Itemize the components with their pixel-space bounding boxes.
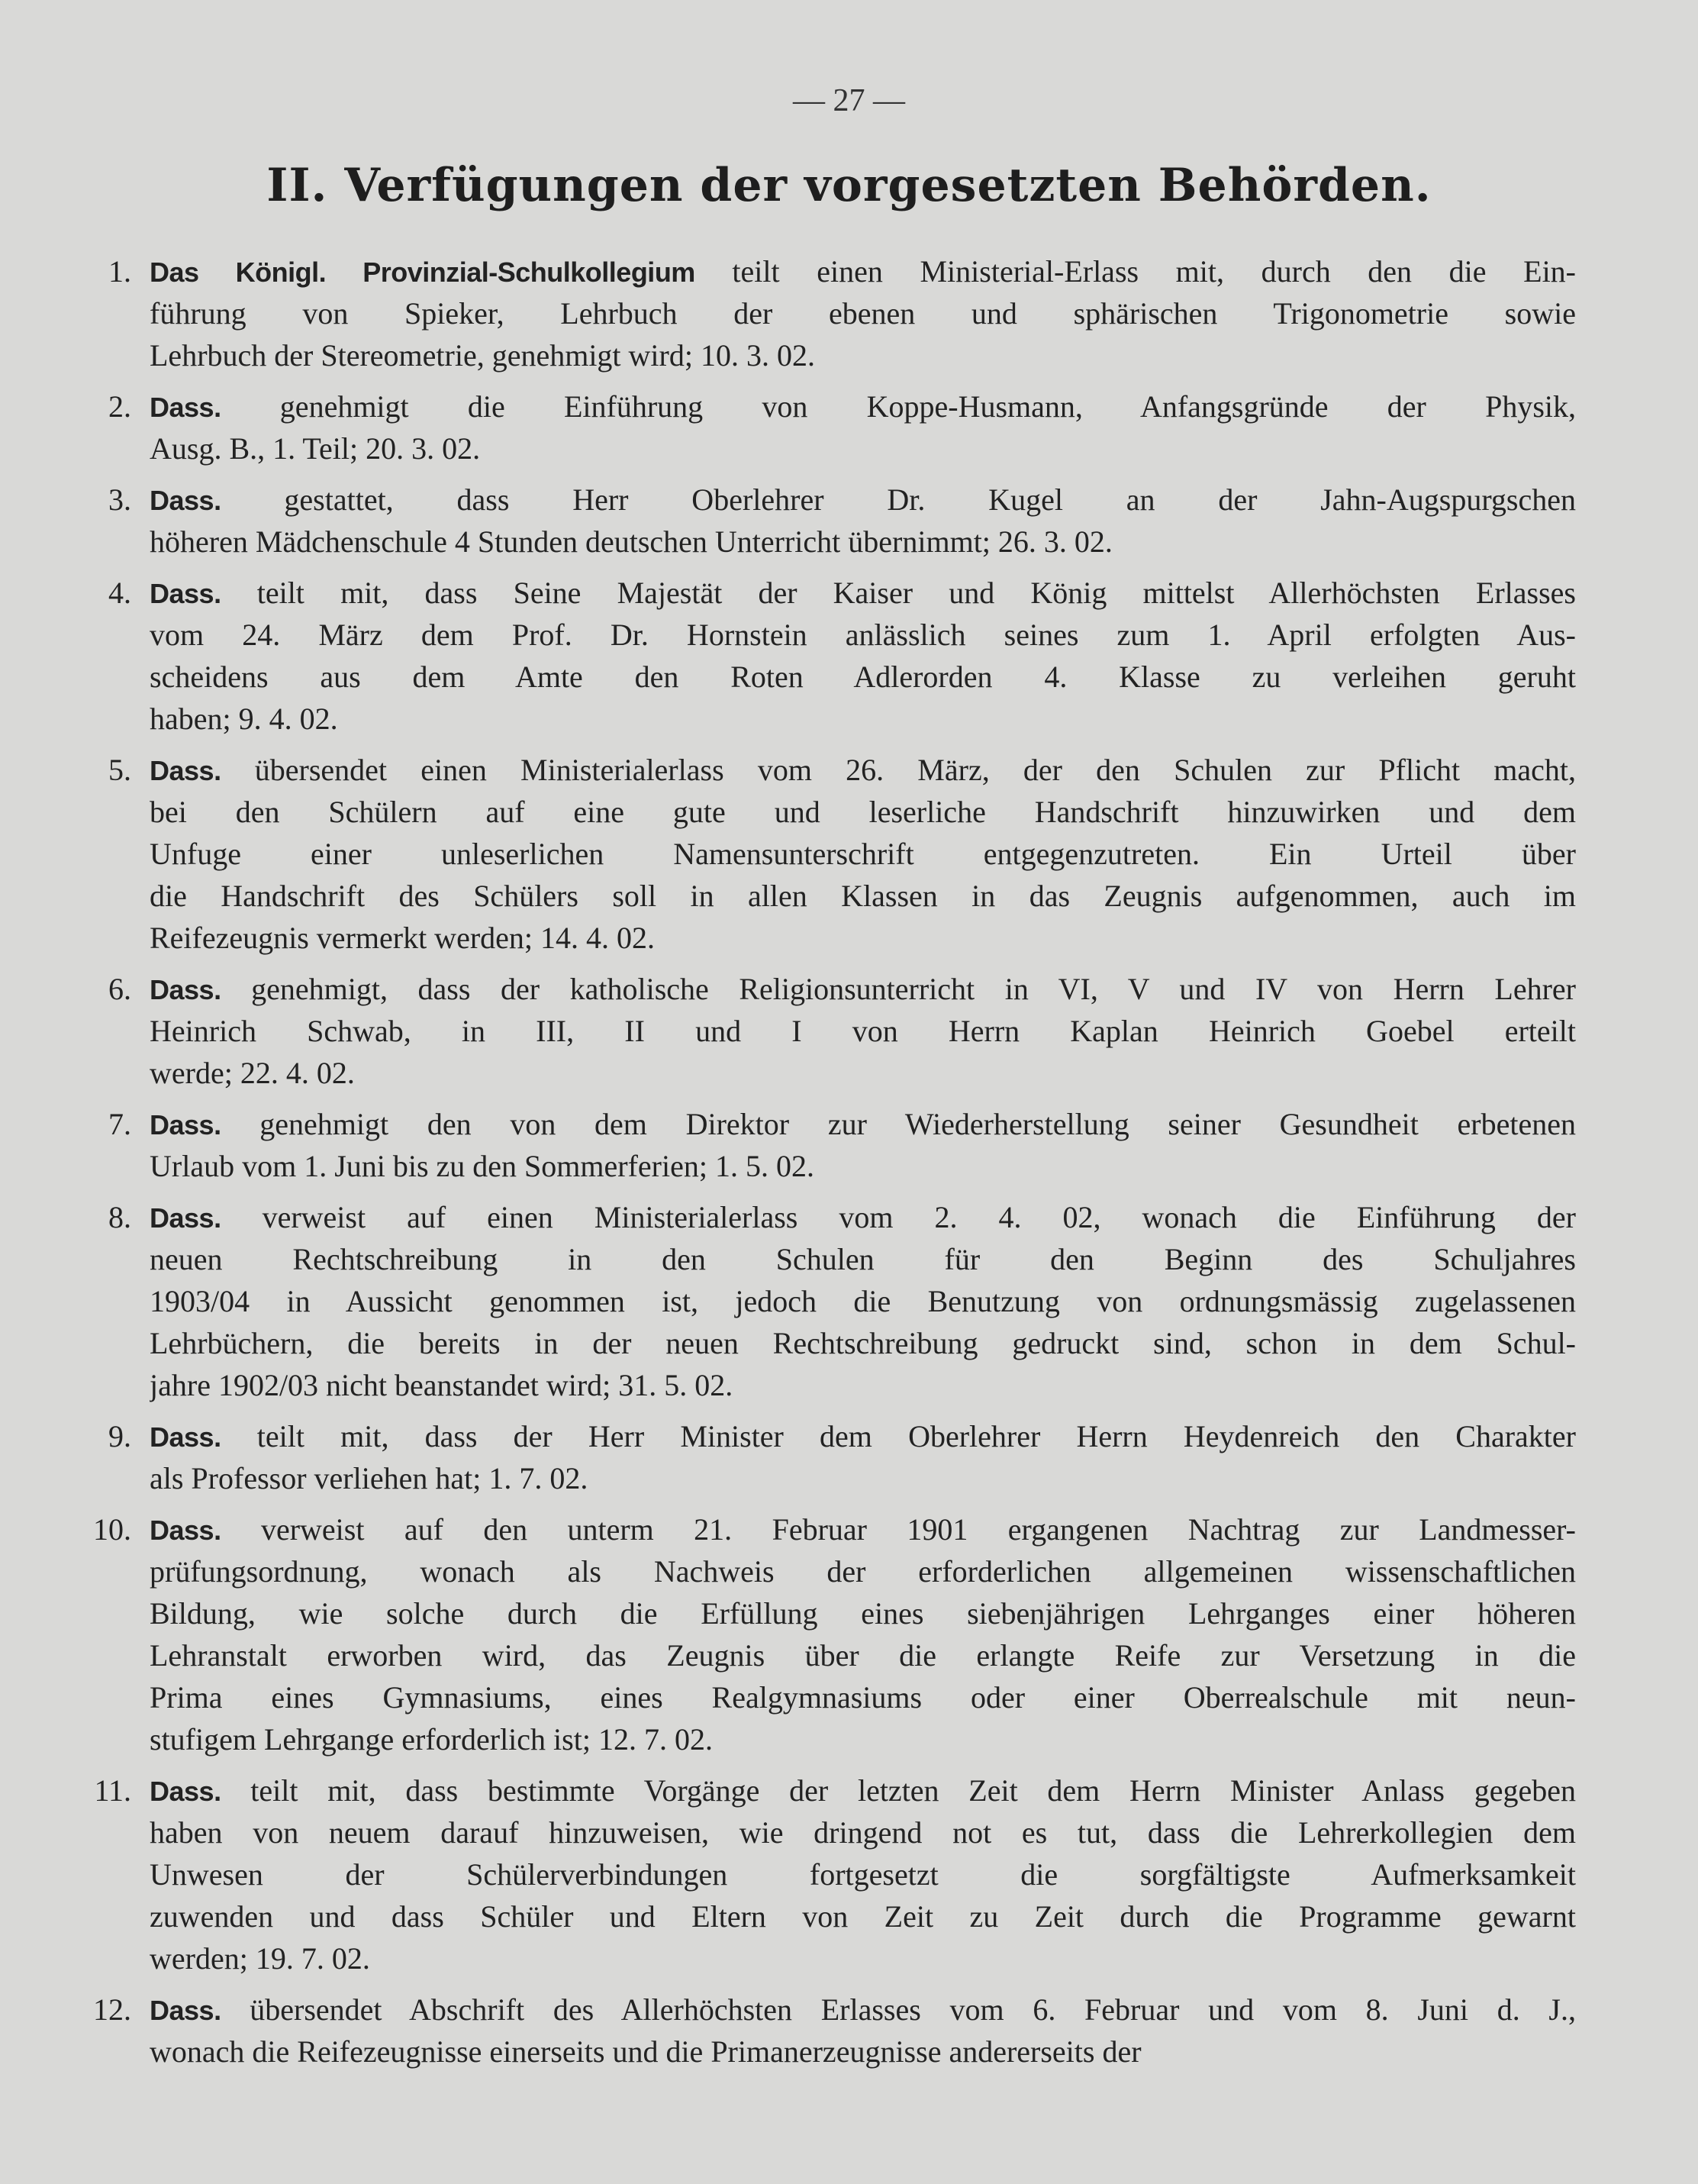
decree-entry xyxy=(84,386,1576,469)
entry-text: höheren Mädchenschule 4 Stunden deutschen Unterricht übernimmt; 26. 3. 02. xyxy=(150,524,1113,559)
entry-text: werde; 22. 4. 02. xyxy=(150,1056,355,1090)
entry-number: 7. xyxy=(108,1107,131,1141)
entry-line xyxy=(150,1769,1576,1811)
entry-line xyxy=(150,1989,1576,2031)
decree-entry xyxy=(84,1103,1576,1187)
entry-line xyxy=(150,875,1576,917)
entry-text: Ausg. B., 1. Teil; 20. 3. 02. xyxy=(150,431,481,466)
entry-text: teilt mit, dass bestimmte Vorgänge der letzten Zeit dem Herrn Minister Anlass gegeben xyxy=(221,1773,1576,1808)
entry-line xyxy=(150,791,1576,833)
entry-text: Unfuge einer unleserlichen Namensunterschrift entgegenzutreten. Ein Urteil über xyxy=(150,837,1576,871)
entry-text: übersendet Abschrift des Allerhöchsten Erlasses vom 6. Februar und vom 8. Juni d. J., xyxy=(221,1992,1576,2027)
entry-line xyxy=(150,386,1576,427)
entry-text: die Handschrift des Schülers soll in allen Klassen in das Zeugnis aufgenommen, auch im xyxy=(150,879,1576,913)
decree-entry xyxy=(84,1415,1576,1499)
section-heading: II. Verfügungen der vorgesetzten Behörden. xyxy=(266,159,1432,212)
entry-line xyxy=(150,1196,1576,1238)
entry-line xyxy=(150,968,1576,1010)
issuing-authority: Dass. xyxy=(150,1202,221,1234)
decree-entry xyxy=(84,1196,1576,1406)
entry-line xyxy=(150,572,1576,614)
entry-text: Urlaub vom 1. Juni bis zu den Sommerferien; 1. 5. 02. xyxy=(150,1149,814,1183)
decree-entry xyxy=(84,1769,1576,1979)
issuing-authority: Dass. xyxy=(150,485,221,516)
entry-line xyxy=(150,917,1576,959)
entry-line xyxy=(150,1811,1576,1853)
entry-text: Unwesen der Schülerverbindungen fortgesetzt die sorgfältigste Aufmerksamkeit xyxy=(150,1857,1576,1892)
entry-line xyxy=(150,1508,1576,1550)
issuing-authority: Dass. xyxy=(150,392,221,423)
entry-line xyxy=(150,427,1576,469)
entry-line xyxy=(150,1010,1576,1052)
decree-list xyxy=(84,250,1576,2082)
entry-text: neuen Rechtschreibung in den Schulen für den Beginn des Schuljahres xyxy=(150,1242,1576,1276)
entry-text: prüfungsordnung, wonach als Nachweis der erforderlichen allgemeinen wissenschaftlichen xyxy=(150,1554,1576,1589)
entry-line xyxy=(150,833,1576,875)
decree-entry xyxy=(84,968,1576,1094)
entry-text: Heinrich Schwab, in III, II und I von Herrn Kaplan Heinrich Goebel erteilt xyxy=(150,1014,1576,1048)
entry-text: Lehrbuch der Stereometrie, genehmigt wird; 10. 3. 02. xyxy=(150,338,815,373)
entry-line xyxy=(150,1103,1576,1145)
entry-text: teilt mit, dass Seine Majestät der Kaiser und König mittelst Allerhöchsten Erlasses xyxy=(221,576,1576,610)
entry-line xyxy=(150,1550,1576,1592)
entry-text: als Professor verliehen hat; 1. 7. 02. xyxy=(150,1461,588,1495)
issuing-authority: Dass. xyxy=(150,1515,221,1546)
entry-line xyxy=(150,698,1576,740)
entry-text: übersendet einen Ministerialerlass vom 26. März, der den Schulen zur Pflicht macht, xyxy=(221,753,1576,787)
entry-line xyxy=(150,1052,1576,1094)
entry-line xyxy=(150,1718,1576,1760)
entry-line xyxy=(150,1238,1576,1280)
entry-text: jahre 1902/03 nicht beanstandet wird; 31. 5. 02. xyxy=(150,1368,733,1402)
entry-line xyxy=(150,2031,1576,2073)
issuing-authority: Dass. xyxy=(150,1109,221,1140)
issuing-authority: Dass. xyxy=(150,974,221,1005)
entry-text: vom 24. März dem Prof. Dr. Hornstein anlässlich seines zum 1. April erfolgten Aus- xyxy=(150,618,1576,652)
entry-text: werden; 19. 7. 02. xyxy=(150,1941,370,1976)
decree-entry xyxy=(84,1989,1576,2073)
entry-number: 4. xyxy=(108,576,131,610)
issuing-authority: Dass. xyxy=(150,755,221,786)
entry-line xyxy=(150,1895,1576,1937)
entry-line xyxy=(150,1457,1576,1499)
entry-line xyxy=(150,656,1576,698)
entry-text: verweist auf den unterm 21. Februar 1901 ergangenen Nachtrag zur Landmesser- xyxy=(221,1512,1576,1547)
issuing-authority: Dass. xyxy=(150,1421,221,1453)
entry-number: 6. xyxy=(108,972,131,1006)
entry-line xyxy=(150,1415,1576,1457)
entry-text: teilt mit, dass der Herr Minister dem Oberlehrer Herrn Heydenreich den Charakter xyxy=(221,1419,1576,1453)
entry-text: genehmigt, dass der katholische Religionsunterricht in VI, V und IV von Herrn Lehrer xyxy=(221,972,1576,1006)
entry-text: Bildung, wie solche durch die Erfüllung eines siebenjährigen Lehrganges einer höheren xyxy=(150,1596,1576,1631)
entry-line xyxy=(150,1853,1576,1895)
issuing-authority: Dass. xyxy=(150,1995,221,2026)
entry-line xyxy=(150,1145,1576,1187)
entry-text: führung von Spieker, Lehrbuch der ebenen und sphärischen Trigonometrie sowie xyxy=(150,296,1576,331)
entry-line xyxy=(150,521,1576,563)
entry-number: 8. xyxy=(108,1200,131,1234)
issuing-authority: Dass. xyxy=(150,1776,221,1807)
entry-line xyxy=(150,1592,1576,1634)
entry-number: 5. xyxy=(108,753,131,787)
entry-line xyxy=(150,749,1576,791)
entry-line xyxy=(150,292,1576,334)
entry-text: 1903/04 in Aussicht genommen ist, jedoch die Benutzung von ordnungsmässig zugelassenen xyxy=(150,1284,1576,1318)
entry-text: genehmigt den von dem Direktor zur Wiederherstellung seiner Gesundheit erbetenen xyxy=(221,1107,1576,1141)
entry-line xyxy=(150,1280,1576,1322)
entry-number: 3. xyxy=(108,482,131,517)
entry-line xyxy=(150,1937,1576,1979)
entry-number: 2. xyxy=(108,389,131,424)
entry-text: Lehrbüchern, die bereits in der neuen Rechtschreibung gedruckt sind, schon in dem Schul- xyxy=(150,1326,1576,1360)
decree-entry xyxy=(84,479,1576,563)
entry-number: 12. xyxy=(93,1992,131,2027)
issuing-authority: Dass. xyxy=(150,578,221,609)
entry-text: verweist auf einen Ministerialerlass vom 2. 4. 02, wonach die Einführung der xyxy=(221,1200,1576,1234)
issuing-authority: Das Königl. Provinzial-Schulkollegium xyxy=(150,256,695,288)
entry-text: Lehranstalt erworben wird, das Zeugnis über die erlangte Reife zur Versetzung in die xyxy=(150,1638,1576,1673)
entry-text: zuwenden und dass Schüler und Eltern von Zeit zu Zeit durch die Programme gewarnt xyxy=(150,1899,1576,1934)
decree-entry xyxy=(84,1508,1576,1760)
entry-number: 9. xyxy=(108,1419,131,1453)
entry-text: genehmigt die Einführung von Koppe-Husmann, Anfangsgründe der Physik, xyxy=(221,389,1576,424)
entry-text: haben von neuem darauf hinzuweisen, wie dringend not es tut, dass die Lehrerkollegien dem xyxy=(150,1815,1576,1850)
entry-line xyxy=(150,479,1576,521)
entry-text: stufigem Lehrgange erforderlich ist; 12. 7. 02. xyxy=(150,1722,713,1757)
entry-line xyxy=(150,1676,1576,1718)
entry-line xyxy=(150,1634,1576,1676)
entry-line xyxy=(150,250,1576,292)
entry-number: 10. xyxy=(93,1512,131,1547)
entry-number: 11. xyxy=(94,1773,131,1808)
entry-text: teilt einen Ministerial-Erlass mit, durch den die Ein- xyxy=(694,254,1576,289)
decree-entry xyxy=(84,572,1576,740)
decree-entry xyxy=(84,749,1576,959)
entry-text: Reifezeugnis vermerkt werden; 14. 4. 02. xyxy=(150,921,656,955)
decree-entry xyxy=(84,250,1576,376)
entry-text: Prima eines Gymnasiums, eines Realgymnasiums oder einer Oberrealschule mit neun- xyxy=(150,1680,1576,1715)
entry-text: bei den Schülern auf eine gute und leserliche Handschrift hinzuwirken und dem xyxy=(150,795,1576,829)
entry-line xyxy=(150,1322,1576,1364)
entry-text: wonach die Reifezeugnisse einerseits und die Primanerzeugnisse andererseits der xyxy=(150,2034,1142,2069)
entry-line xyxy=(150,614,1576,656)
entry-line xyxy=(150,1364,1576,1406)
entry-number: 1. xyxy=(108,254,131,289)
page-number: — 27 — xyxy=(793,83,905,118)
entry-line xyxy=(150,334,1576,376)
entry-text: scheidens aus dem Amte den Roten Adlerorden 4. Klasse zu verleihen geruht xyxy=(150,660,1576,694)
entry-text: haben; 9. 4. 02. xyxy=(150,702,338,736)
entry-text: gestattet, dass Herr Oberlehrer Dr. Kugel an der Jahn-Augspurgschen xyxy=(221,482,1576,517)
